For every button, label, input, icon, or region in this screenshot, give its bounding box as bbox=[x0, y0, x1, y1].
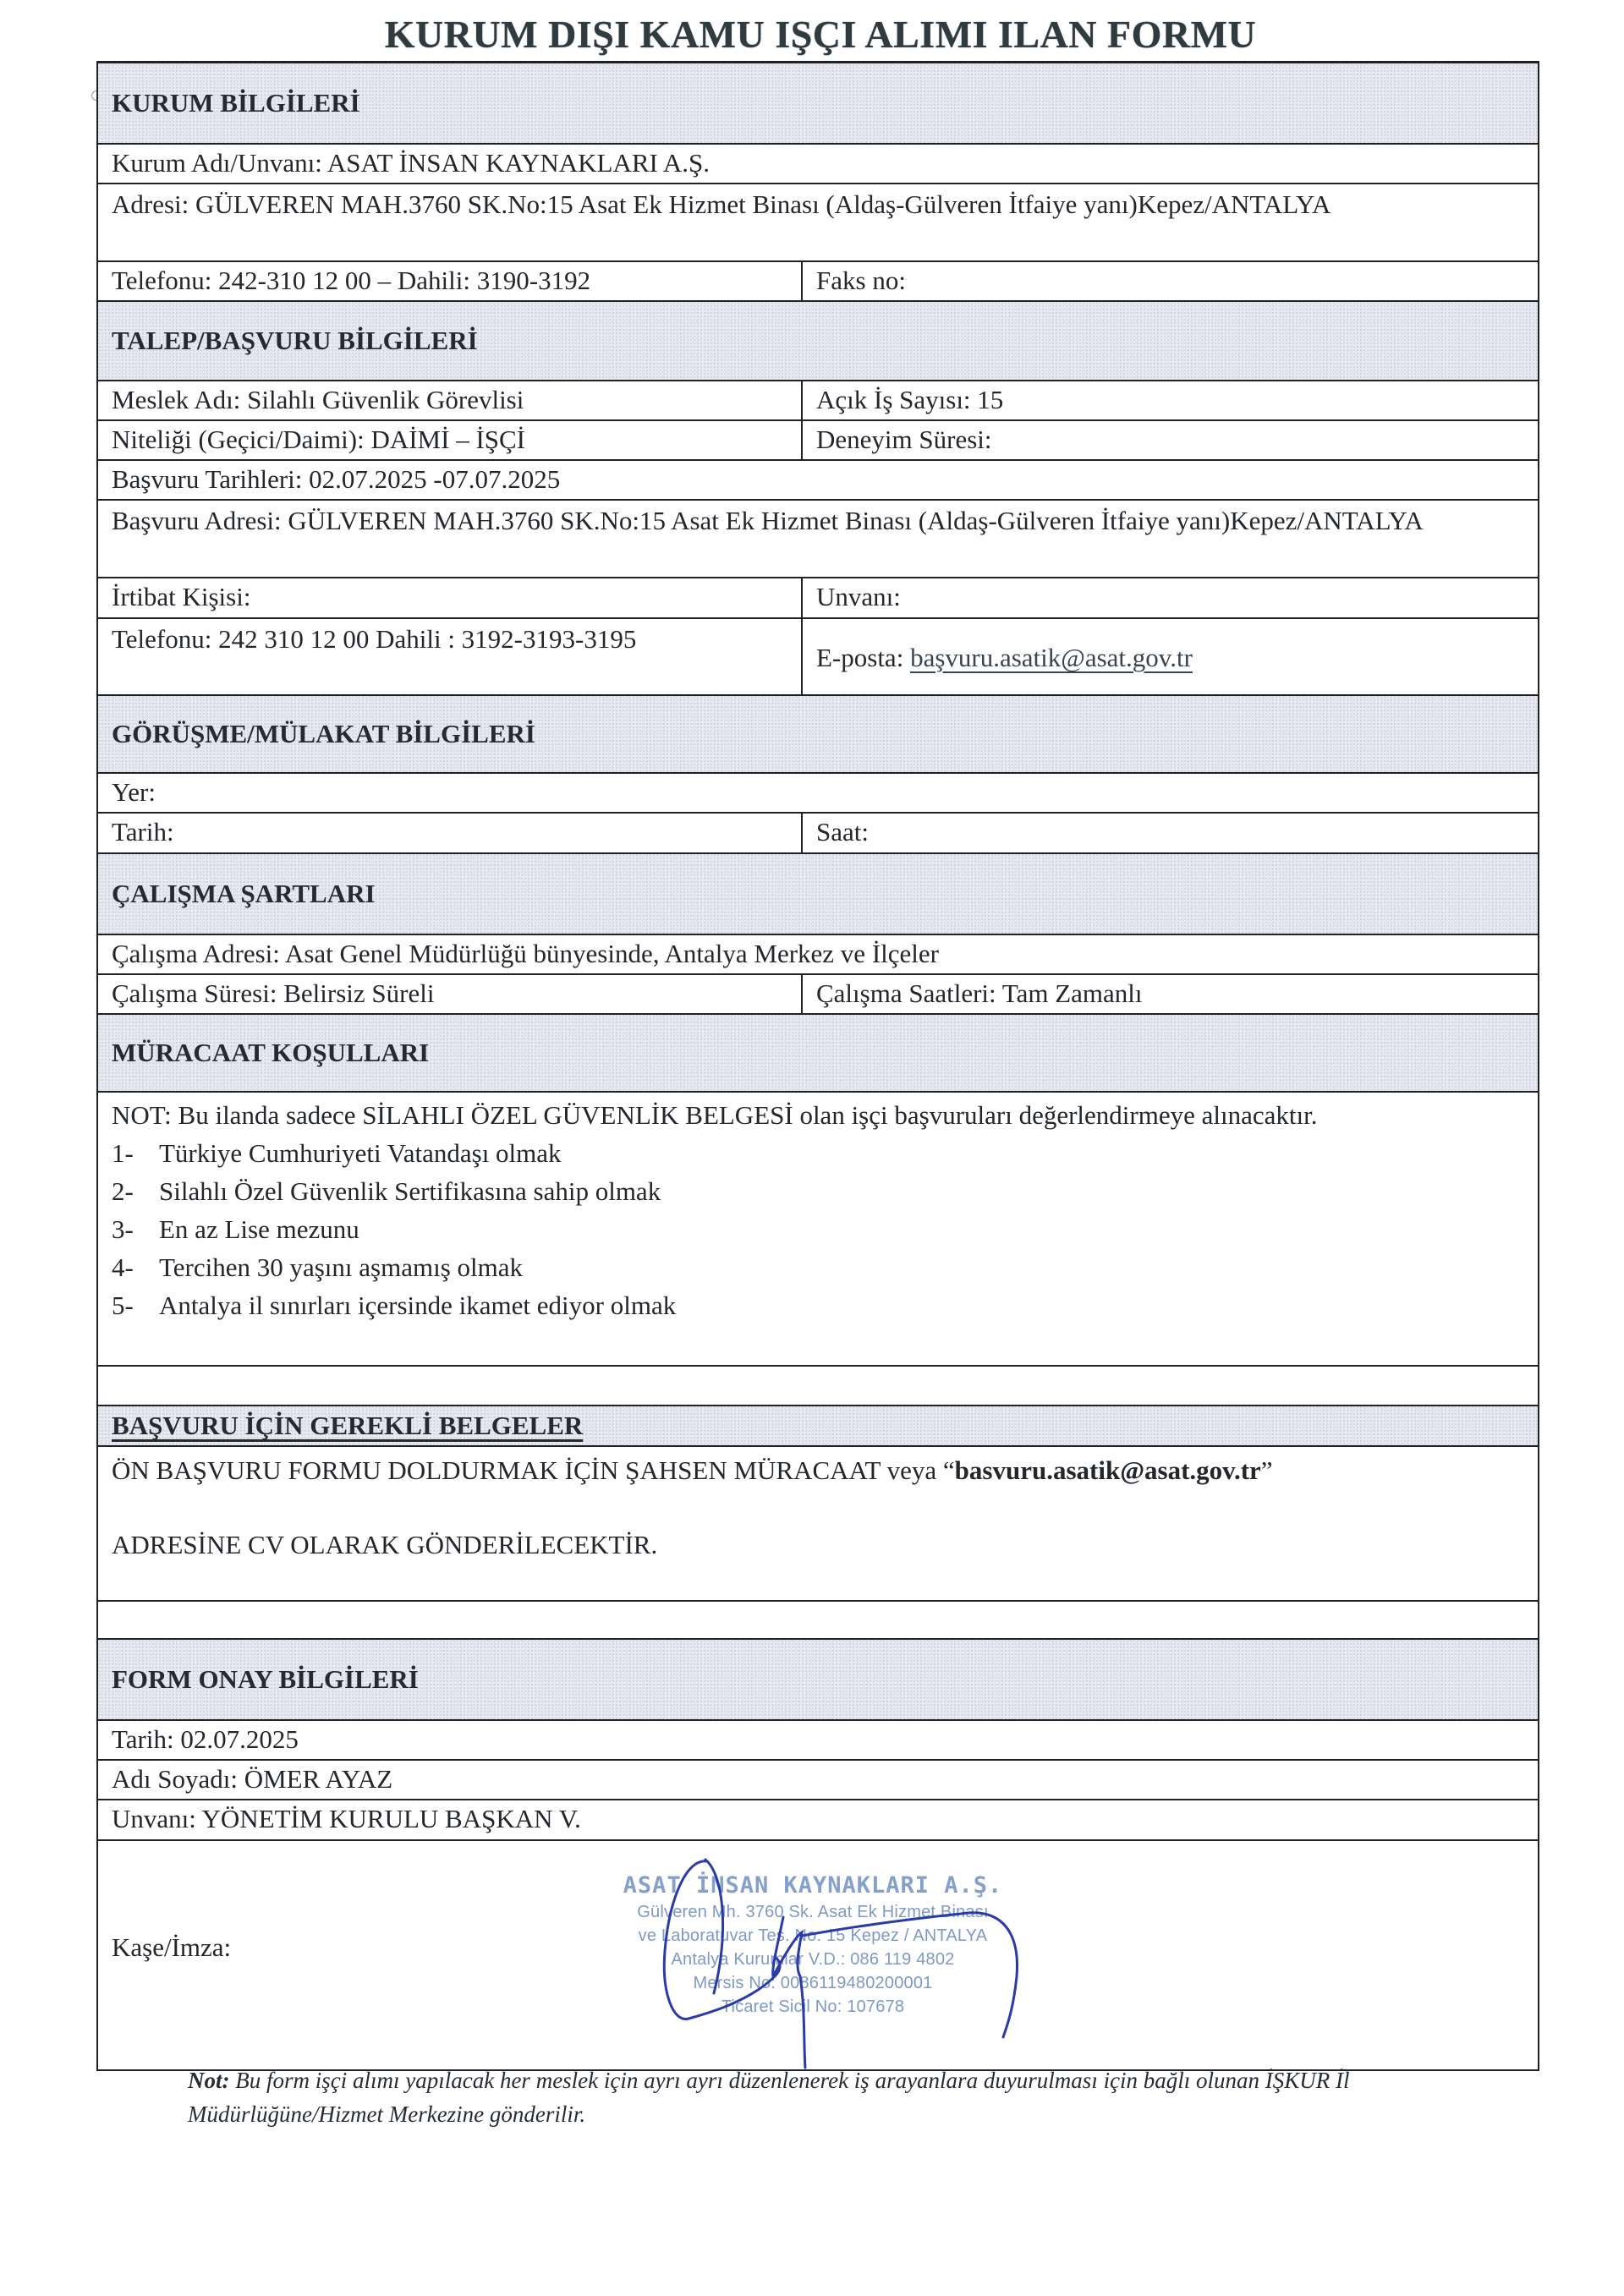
row-calisma-sure bbox=[98, 975, 1538, 1015]
row-yer bbox=[98, 774, 1538, 814]
field-irtibat-telefon: Telefonu: 242 310 12 00 Dahili : 3192-3193-3195 bbox=[98, 619, 803, 694]
section-heading: GÖRÜŞME/MÜLAKAT BİLGİLERİ bbox=[112, 719, 535, 748]
condition-item bbox=[112, 1134, 1524, 1172]
row-tarih-saat bbox=[98, 814, 1538, 854]
row-muracaat-kosullari bbox=[98, 1093, 1538, 1367]
stamp-line: ASAT İNSAN KAYNAKLARI A.Ş. bbox=[623, 1872, 1003, 1899]
field-onay-tarih: Tarih: 02.07.2025 bbox=[112, 1724, 299, 1754]
field-gorusme-tarih: Tarih: bbox=[98, 814, 803, 852]
row-iletisim bbox=[98, 619, 1538, 696]
field-meslek: Meslek Adı: Silahlı Güvenlik Görevlisi bbox=[98, 381, 803, 419]
condition-number: 5- bbox=[112, 1290, 134, 1320]
field-calisma-suresi: Çalışma Süresi: Belirsiz Süreli bbox=[98, 975, 803, 1013]
application-form-table bbox=[96, 61, 1539, 2071]
condition-text: En az Lise mezunu bbox=[159, 1214, 359, 1244]
field-kurum-telefon: Telefonu: 242-310 12 00 – Dahili: 3190-3192 bbox=[98, 262, 803, 300]
row-kurum-telefon bbox=[98, 262, 1538, 302]
stamp-line: Antalya Kurumlar V.D.: 086 119 4802 bbox=[671, 1950, 955, 1969]
row-belgeler bbox=[98, 1447, 1538, 1602]
documents-line-1 bbox=[112, 1452, 1524, 1489]
condition-item bbox=[112, 1210, 1524, 1248]
company-stamp bbox=[614, 1871, 1012, 2019]
section-heading: TALEP/BAŞVURU BİLGİLERİ bbox=[112, 326, 478, 355]
stamp-line: Ticaret Sicil No: 107678 bbox=[721, 1997, 905, 2016]
closing-quote: ” bbox=[1260, 1455, 1273, 1485]
row-empty-spacer bbox=[98, 1602, 1538, 1640]
row-kurum-adres bbox=[98, 184, 1538, 262]
condition-number: 4- bbox=[112, 1252, 134, 1282]
field-kase-imza: Kaşe/İmza: bbox=[112, 1932, 232, 1962]
section-heading: FORM ONAY BİLGİLERİ bbox=[112, 1664, 419, 1694]
section-header-talep bbox=[98, 302, 1538, 381]
condition-number: 3- bbox=[112, 1214, 134, 1244]
row-onay-adi-soyadi bbox=[98, 1761, 1538, 1800]
field-gorusme-saat: Saat: bbox=[816, 817, 869, 847]
field-irtibat-kisisi: İrtibat Kişisi: bbox=[98, 578, 803, 617]
document-title: KURUM DIŞI KAMU IŞÇI ALIMI ILAN FORMU bbox=[384, 13, 1257, 56]
field-faks: Faks no: bbox=[816, 266, 906, 295]
field-kurum-adi: Kurum Adı/Unvanı: ASAT İNSAN KAYNAKLARI A.Ş. bbox=[112, 148, 710, 178]
row-empty-spacer bbox=[98, 1367, 1538, 1406]
stamp-line: Mersis No: 0086119480200001 bbox=[693, 1974, 933, 1992]
section-heading: BAŞVURU İÇİN GEREKLİ BELGELER bbox=[112, 1411, 584, 1440]
row-calisma-adresi bbox=[98, 935, 1538, 975]
section-heading: MÜRACAAT KOŞULLARI bbox=[112, 1038, 430, 1067]
stamp-line: Gülveren Mh. 3760 Sk. Asat Ek Hizmet Binası bbox=[637, 1903, 989, 1921]
row-onay-unvan bbox=[98, 1800, 1538, 1841]
field-yer: Yer: bbox=[112, 777, 156, 807]
section-header-belgeler bbox=[98, 1406, 1538, 1447]
field-kurum-adres: Adresi: GÜLVEREN MAH.3760 SK.No:15 Asat Ek Hizmet Binası (Aldaş-Gülveren İtfaiye yanı)Kepez/ANTALYA bbox=[112, 189, 1331, 219]
field-onay-unvan: Unvanı: YÖNETİM KURULU BAŞKAN V. bbox=[112, 1804, 581, 1833]
condition-item bbox=[112, 1248, 1524, 1286]
section-header-muracaat bbox=[98, 1015, 1538, 1093]
stamp-line: ve Laboratuvar Tes. No: 15 Kepez / ANTALYA bbox=[638, 1926, 988, 1945]
field-calisma-adresi: Çalışma Adresi: Asat Genel Müdürlüğü bünyesinde, Antalya Merkez ve İlçeler bbox=[112, 939, 939, 968]
field-deneyim: Deneyim Süresi: bbox=[816, 425, 992, 454]
row-kase-imza bbox=[98, 1841, 1538, 2069]
documents-text bbox=[98, 1447, 1538, 1600]
documents-instruction: ÖN BAŞVURU FORMU DOLDURMAK İÇİN ŞAHSEN MÜRACAAT veya “ bbox=[112, 1455, 955, 1485]
row-nitelik bbox=[98, 421, 1538, 461]
section-header-calisma bbox=[98, 854, 1538, 935]
row-onay-tarih bbox=[98, 1721, 1538, 1761]
section-header-onay bbox=[98, 1640, 1538, 1721]
condition-text: Silahlı Özel Güvenlik Sertifikasına sahip olmak bbox=[159, 1176, 661, 1206]
condition-text: Türkiye Cumhuriyeti Vatandaşı olmak bbox=[159, 1138, 562, 1168]
empty-cell bbox=[98, 1367, 1538, 1405]
conditions-note: NOT: Bu ilanda sadece SİLAHLI ÖZEL GÜVENLİK BELGESİ olan işçi başvuruları değerlendirmeye alınacaktır. bbox=[112, 1100, 1318, 1130]
field-basvuru-adresi: Başvuru Adresi: GÜLVEREN MAH.3760 SK.No:15 Asat Ek Hizmet Binası (Aldaş-Gülveren İtfaiye yanı)Kepez/ANTALYA bbox=[112, 506, 1424, 535]
field-unvan: Unvanı: bbox=[816, 582, 901, 611]
condition-item bbox=[112, 1172, 1524, 1210]
field-eposta bbox=[803, 619, 1538, 694]
field-nitelik: Niteliği (Geçici/Daimi): DAİMİ – İŞÇİ bbox=[98, 421, 803, 459]
section-heading: ÇALIŞMA ŞARTLARI bbox=[112, 879, 376, 908]
row-basvuru-tarihleri bbox=[98, 461, 1538, 501]
footnote-label: Not: bbox=[188, 2068, 230, 2093]
documents-email[interactable]: basvuru.asatik@asat.gov.tr bbox=[954, 1455, 1261, 1485]
footnote-text: Bu form işçi alımı yapılacak her meslek için ayrı ayrı düzenlenerek iş arayanlara duyurulması için bağlı olunan İŞKUR İl Müdürlüğüne/Hizmet Merkezine gönderilir. bbox=[188, 2068, 1350, 2127]
field-adi-soyadi: Adı Soyadı: ÖMER AYAZ bbox=[112, 1764, 393, 1794]
field-acik-is: Açık İş Sayısı: 15 bbox=[816, 385, 1004, 414]
section-header-gorusme bbox=[98, 696, 1538, 774]
conditions-list bbox=[98, 1093, 1538, 1365]
row-kurum-adi bbox=[98, 145, 1538, 184]
documents-line-2: ADRESİNE CV OLARAK GÖNDERİLECEKTİR. bbox=[112, 1530, 658, 1559]
footnote bbox=[188, 2063, 1507, 2131]
row-basvuru-adresi bbox=[98, 501, 1538, 578]
condition-number: 2- bbox=[112, 1176, 134, 1206]
row-meslek bbox=[98, 381, 1538, 421]
section-header-kurum bbox=[98, 63, 1538, 145]
eposta-link[interactable]: başvuru.asatik@asat.gov.tr bbox=[910, 642, 1193, 672]
condition-text: Antalya il sınırları içersinde ikamet ediyor olmak bbox=[159, 1290, 677, 1320]
section-heading: KURUM BİLGİLERİ bbox=[112, 88, 360, 118]
condition-text: Tercihen 30 yaşını aşmamış olmak bbox=[159, 1252, 524, 1282]
field-calisma-saatleri: Çalışma Saatleri: Tam Zamanlı bbox=[816, 978, 1143, 1008]
eposta-label: E-posta: bbox=[816, 642, 904, 672]
condition-item bbox=[112, 1286, 1524, 1324]
field-basvuru-tarihleri: Başvuru Tarihleri: 02.07.2025 -07.07.2025 bbox=[112, 464, 561, 494]
empty-cell bbox=[98, 1602, 1538, 1638]
condition-number: 1- bbox=[112, 1138, 134, 1168]
row-irtibat bbox=[98, 578, 1538, 619]
